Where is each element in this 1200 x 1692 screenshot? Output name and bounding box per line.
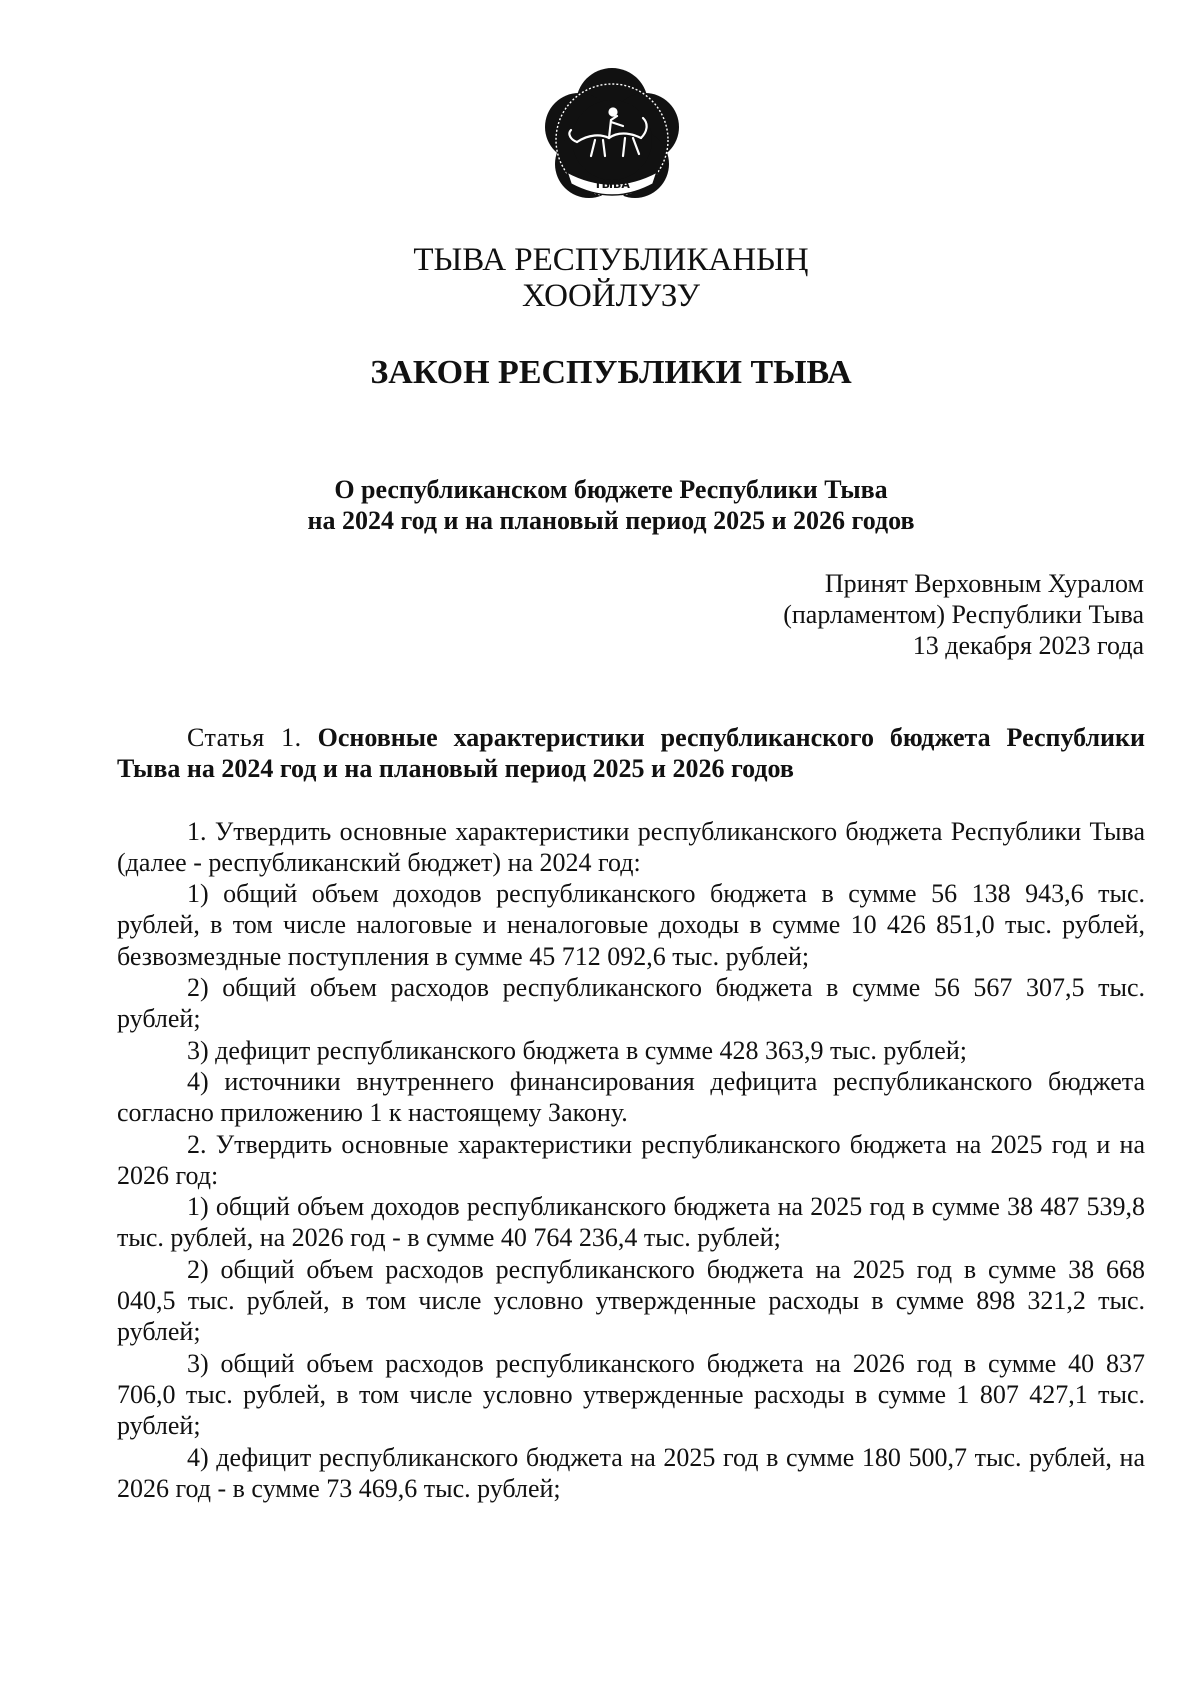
paragraph: 4) дефицит республиканского бюджета на 2025 год в сумме 180 500,7 тыс. рублей, на 2026 год - в сумме 73 469,6 тыс. рублей; <box>117 1442 1145 1503</box>
parliament-line-1: ТЫВА РЕСПУБЛИКАНЫҢ <box>413 242 809 278</box>
law-subject-line-2: на 2024 год и на плановый период 2025 и 2026 годов <box>307 506 915 535</box>
paragraph: 2) общий объем расходов республиканского бюджета на 2025 год в сумме 38 668 040,5 тыс. рублей, в том числе условно утвержденные расходы в сумме 898 321,2 тыс. рублей; <box>117 1254 1145 1347</box>
paragraph: 3) дефицит республиканского бюджета в сумме 428 363,9 тыс. рублей; <box>187 1035 967 1065</box>
paragraph: 3) общий объем расходов республиканского бюджета на 2026 год в сумме 40 837 706,0 тыс. рублей, в том числе условно утвержденные расходы в сумме 1 807 427,1 тыс. рублей; <box>117 1348 1145 1441</box>
adoption-line-1: Принят Верховным Хуралом <box>824 569 1144 598</box>
paragraph: 2) общий объем расходов республиканского бюджета в сумме 56 567 307,5 тыс. рублей; <box>117 973 1145 1034</box>
law-title: ЗАКОН РЕСПУБЛИКИ ТЫВА <box>370 354 852 391</box>
paragraph: 4) источники внутреннего финансирования дефицита республиканского бюджета согласно приложению 1 к настоящему Закону. <box>117 1066 1145 1128</box>
tuva-coat-of-arms-icon <box>537 60 687 210</box>
parliament-heading <box>0 242 1200 314</box>
article-label: Статья 1. <box>187 723 302 752</box>
law-subject <box>0 474 1200 536</box>
article-body <box>117 722 1145 1504</box>
article-title: Основные характеристики республиканского бюджета Республики Тыва на 2024 год и на плановый период 2025 и 2026 годов <box>117 723 1145 784</box>
article-heading <box>117 722 1145 785</box>
paragraph: 1) общий объем доходов республиканского бюджета в сумме 56 138 943,6 тыс. рублей, в том числе налоговые и неналоговые доходы в сумме 10 426 851,0 тыс. рублей, безвозмездные поступления в сумме 45 712 092,6 тыс. рублей; <box>117 879 1145 971</box>
paragraph: 2. Утвердить основные характеристики республиканского бюджета на 2025 год и на 2026 год: <box>117 1129 1145 1190</box>
law-subject-line-1: О республиканском бюджете Республики Тыва <box>334 475 888 504</box>
parliament-line-2: ХООЙЛУЗУ <box>521 278 701 314</box>
adoption-block <box>783 568 1144 661</box>
adoption-date: 13 декабря 2023 года <box>912 631 1144 660</box>
paragraph: 1. Утвердить основные характеристики республиканского бюджета Республики Тыва (далее - республиканский бюджет) на 2024 год: <box>117 816 1145 877</box>
emblem-ribbon-text: ТЫВА <box>594 178 630 191</box>
adoption-line-2: (парламентом) Республики Тыва <box>783 600 1144 629</box>
paragraph: 1) общий объем доходов республиканского бюджета на 2025 год в сумме 38 487 539,8 тыс. рублей, на 2026 год - в сумме 40 764 236,4 тыс. рублей; <box>117 1192 1145 1253</box>
